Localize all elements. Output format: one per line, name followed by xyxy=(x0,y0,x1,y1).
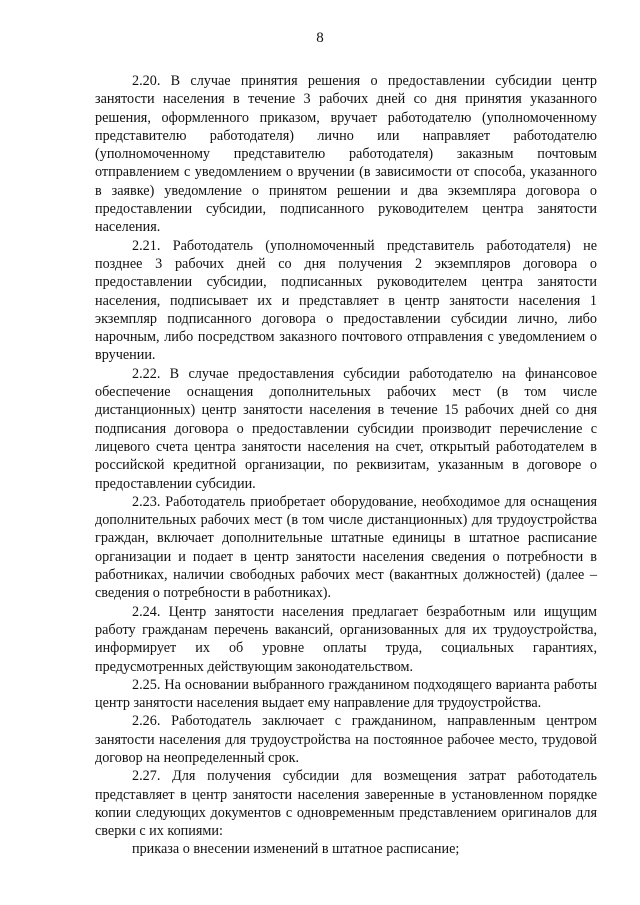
paragraph-2-21: 2.21. Работодатель (уполномоченный представитель работодателя) не позднее 3 рабочих дней со дня получения 2 экземпляров договора о предоставлении субсидии, подписанных руководителем центра занятости населения, подписывает их и представляет в центр занятости населения 1 экземпляр подписанного договора о предоставлении субсидии лично, либо нарочным, либо посредством заказного почтового отправления с уведомлением о вручении. xyxy=(95,237,597,364)
paragraph-2-23: 2.23. Работодатель приобретает оборудование, необходимое для оснащения дополнительных рабочих мест (в том числе дистанционных) для трудоустройства граждан, включает дополнительные штатные единицы в штатное расписание организации и подает в центр занятости населения сведения о потребности в работниках, наличии свободных рабочих мест (вакантных должностей) (далее – сведения о потребности в работниках). xyxy=(95,493,597,602)
paragraph-2-27: 2.27. Для получения субсидии для возмещения затрат работодатель представляет в центр занятости населения заверенные в установленном порядке копии следующих документов с одновременным представлением оригиналов для сверки с их копиями: xyxy=(95,768,597,840)
paragraph-list-item: приказа о внесении изменений в штатное расписание; xyxy=(132,841,460,858)
paragraph-2-25: 2.25. На основании выбранного гражданином подходящего варианта работы центр занятости населения выдает ему направление для трудоустройства. xyxy=(95,676,597,712)
document-body xyxy=(95,72,597,859)
paragraph-2-22: 2.22. В случае предоставления субсидии работодателю на финансовое обеспечение оснащения дополнительных рабочих мест (в том числе дистанционных) центр занятости населения в течение 15 рабочих дней со дня подписания договора о предоставлении субсидии производит перечисление с лицевого счета центра занятости населения на счет, открытый работодателем в российской кредитной организации, по реквизитам, указанным в договоре о предоставлении субсидии. xyxy=(95,365,597,492)
paragraph-2-26: 2.26. Работодатель заключает с гражданином, направленным центром занятости населения для трудоустройства на постоянное рабочее место, трудовой договор на неопределенный срок. xyxy=(95,713,597,766)
paragraph-2-24: 2.24. Центр занятости населения предлагает безработным или ищущим работу гражданам перечень вакансий, организованных для их трудоустройства, информирует их об уровне оплаты труда, социальных гарантиях, предусмотренных действующим законодательством. xyxy=(95,603,597,675)
page-number: 8 xyxy=(316,30,324,46)
paragraph-2-20: 2.20. В случае принятия решения о предоставлении субсидии центр занятости населения в течение 3 рабочих дней со дня принятия указанного решения, оформленного приказом, вручает работодателю (уполномоченному представителю работодателя) лично или направляет работодателю (уполномоченному представителю работодателя) заказным почтовым отправлением с уведомлением о вручении (в зависимости от способа, указанного в заявке) уведомление о принятом решении и два экземпляра договора о предоставлении субсидии, подписанного руководителем центра занятости населения. xyxy=(95,73,597,236)
